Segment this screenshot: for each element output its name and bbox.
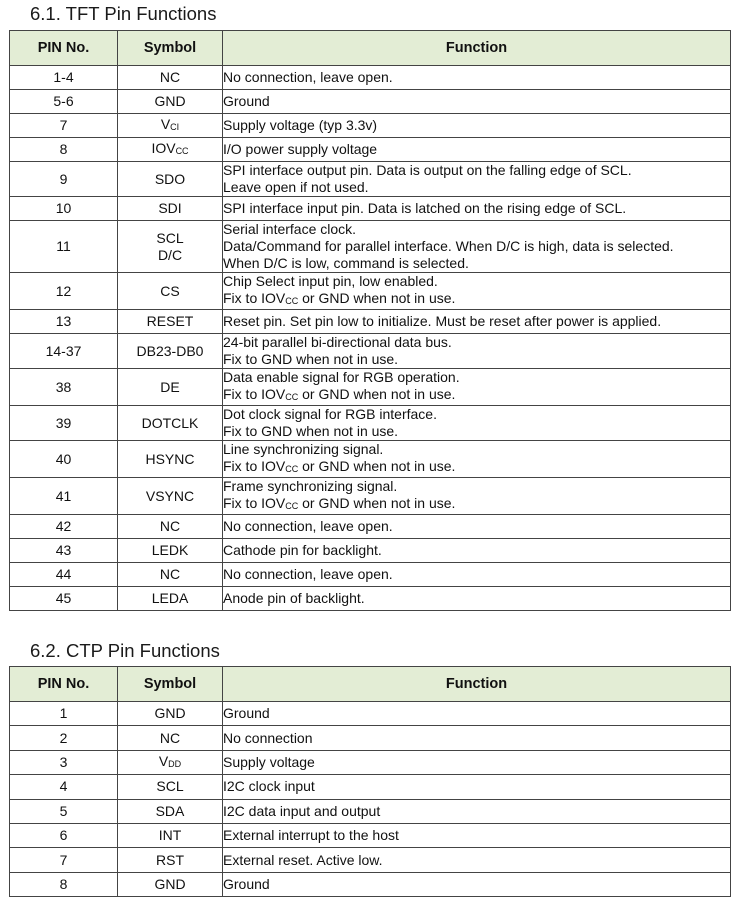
- ctp-section-title: 6.2. CTP Pin Functions: [30, 640, 220, 661]
- pin-function: [223, 872, 731, 896]
- table-row: [10, 478, 731, 515]
- table-row: [10, 441, 731, 478]
- fix-prefix: Fix to IOV: [223, 386, 286, 402]
- pin-number: 2: [10, 726, 118, 750]
- pin-symbol: GND: [118, 90, 223, 114]
- pin-function: [223, 848, 731, 872]
- pin-number: 3: [10, 750, 118, 774]
- pin-function: [223, 369, 731, 406]
- table-row: [10, 197, 731, 221]
- table-row: [10, 221, 731, 273]
- table-row: [10, 406, 731, 441]
- pin-symbol: HSYNC: [118, 441, 223, 478]
- function-line: External reset. Active low.: [223, 851, 383, 868]
- pin-symbol: DB23-DB0: [118, 334, 223, 369]
- fix-subscript: CC: [285, 464, 299, 474]
- pin-symbol: SDO: [118, 162, 223, 197]
- pin-number: 8: [10, 872, 118, 896]
- tft-pin-table: [9, 30, 731, 611]
- fix-prefix: Fix to IOV: [223, 495, 286, 511]
- pin-number: 1: [10, 702, 118, 726]
- pin-function: [223, 563, 731, 587]
- pin-number: 1-4: [10, 66, 118, 90]
- header-pin-no: PIN No.: [10, 667, 118, 702]
- function-line: Anode pin of backlight.: [223, 590, 365, 606]
- pin-number: 43: [10, 539, 118, 563]
- pin-number: 11: [10, 221, 118, 273]
- symbol-main: IOV: [151, 140, 176, 156]
- symbol-line: SCL: [156, 229, 184, 246]
- pin-number: 4: [10, 775, 118, 799]
- symbol-subscript: DD: [168, 758, 182, 769]
- pin-symbol: SCL: [118, 775, 223, 799]
- function-line: Cathode pin for backlight.: [223, 542, 382, 558]
- pin-symbol: NC: [118, 563, 223, 587]
- ctp-pin-table: [9, 666, 731, 897]
- header-function: Function: [223, 31, 731, 66]
- table-row: [10, 114, 731, 138]
- table-row: [10, 750, 731, 774]
- pin-function: [223, 441, 731, 478]
- pin-function: [223, 334, 731, 369]
- function-line: Frame synchronizing signal.: [223, 478, 398, 494]
- pin-function: [223, 539, 731, 563]
- pin-symbol: RESET: [118, 310, 223, 334]
- fix-subscript: CC: [285, 501, 299, 511]
- function-line: No connection: [223, 729, 313, 746]
- table-row: [10, 162, 731, 197]
- table-row: [10, 66, 731, 90]
- fix-subscript: CC: [285, 296, 299, 306]
- pin-function: [223, 587, 731, 611]
- pin-number: 8: [10, 138, 118, 162]
- pin-symbol: LEDA: [118, 587, 223, 611]
- table-row: [10, 369, 731, 406]
- function-line: External interrupt to the host: [223, 827, 399, 844]
- pin-symbol: CS: [118, 273, 223, 310]
- symbol-main: V: [158, 752, 169, 769]
- pin-number: 42: [10, 515, 118, 539]
- header-symbol: Symbol: [118, 31, 223, 66]
- pin-function: [223, 273, 731, 310]
- pin-number: 12: [10, 273, 118, 310]
- table-header-row: [10, 31, 731, 66]
- pin-symbol: GND: [118, 872, 223, 896]
- pin-symbol: NC: [118, 66, 223, 90]
- table-row: [10, 726, 731, 750]
- pin-function: [223, 823, 731, 847]
- function-line: Line synchronizing signal.: [223, 441, 384, 457]
- table-row: [10, 775, 731, 799]
- pin-number: 14-37: [10, 334, 118, 369]
- fix-suffix: or GND when not in use.: [298, 495, 456, 511]
- pin-number: 9: [10, 162, 118, 197]
- header-pin-no: PIN No.: [10, 31, 118, 66]
- table-row: [10, 310, 731, 334]
- pin-function: [223, 726, 731, 750]
- function-line: I/O power supply voltage: [223, 141, 378, 157]
- symbol-subscript: CI: [170, 122, 180, 132]
- pin-number: 38: [10, 369, 118, 406]
- pin-function: [223, 162, 731, 197]
- pin-symbol: VSYNC: [118, 478, 223, 515]
- pin-function: [223, 515, 731, 539]
- pin-number: 10: [10, 197, 118, 221]
- function-line: No connection, leave open.: [223, 69, 393, 85]
- header-symbol: Symbol: [118, 667, 223, 702]
- table-header-row: [10, 667, 731, 702]
- tft-section-title: 6.1. TFT Pin Functions: [30, 3, 217, 24]
- function-line: 24-bit parallel bi-directional data bus.: [223, 334, 452, 350]
- pin-symbol: INT: [118, 823, 223, 847]
- function-line: Data enable signal for RGB operation.: [223, 369, 460, 385]
- fix-prefix: Fix to IOV: [223, 290, 286, 306]
- function-line: Leave open if not used.: [223, 179, 369, 195]
- function-line: SPI interface input pin. Data is latched on the rising edge of SCL.: [223, 200, 627, 216]
- function-line: Data/Command for parallel interface. When D/C is high, data is selected.: [223, 238, 674, 254]
- pin-symbol: DOTCLK: [118, 406, 223, 441]
- pin-function: [223, 406, 731, 441]
- table-row: [10, 872, 731, 896]
- pin-function: [223, 750, 731, 774]
- table-row: [10, 138, 731, 162]
- pin-function: [223, 221, 731, 273]
- symbol-main: V: [160, 116, 171, 132]
- pin-number: 45: [10, 587, 118, 611]
- pin-symbol: RST: [118, 848, 223, 872]
- pin-number: 44: [10, 563, 118, 587]
- pin-symbol: GND: [118, 702, 223, 726]
- symbol-line: D/C: [157, 246, 183, 263]
- function-line: Fix to GND when not in use.: [223, 423, 399, 439]
- function-line: Ground: [223, 705, 270, 722]
- table-row: [10, 702, 731, 726]
- function-line: Dot clock signal for RGB interface.: [223, 406, 437, 422]
- pin-number: 7: [10, 114, 118, 138]
- pin-number: 5: [10, 799, 118, 823]
- pin-symbol: SDA: [118, 799, 223, 823]
- function-line: When D/C is low, command is selected.: [223, 255, 469, 271]
- pin-symbol: [118, 138, 223, 162]
- fix-suffix: or GND when not in use.: [298, 386, 456, 402]
- header-function: Function: [223, 667, 731, 702]
- pin-function: [223, 138, 731, 162]
- table-row: [10, 539, 731, 563]
- pin-function: [223, 775, 731, 799]
- function-line: Supply voltage: [223, 753, 315, 770]
- pin-function: [223, 799, 731, 823]
- table-row: [10, 515, 731, 539]
- table-row: [10, 334, 731, 369]
- function-line: Ground: [223, 875, 270, 892]
- table-row: [10, 799, 731, 823]
- table-row: [10, 587, 731, 611]
- pin-function: [223, 197, 731, 221]
- function-line: [223, 386, 730, 405]
- pin-number: 40: [10, 441, 118, 478]
- pin-symbol: [118, 750, 223, 774]
- table-row: [10, 90, 731, 114]
- table-row: [10, 273, 731, 310]
- pin-symbol: DE: [118, 369, 223, 406]
- table-row: [10, 823, 731, 847]
- fix-subscript: CC: [285, 392, 299, 402]
- function-line: SPI interface output pin. Data is output on the falling edge of SCL.: [223, 162, 632, 178]
- fix-suffix: or GND when not in use.: [298, 290, 456, 306]
- pin-symbol: [118, 114, 223, 138]
- function-line: Serial interface clock.: [223, 221, 357, 237]
- function-line: [223, 458, 730, 477]
- function-line: I2C clock input: [223, 778, 315, 795]
- function-line: I2C data input and output: [223, 802, 381, 819]
- fix-prefix: Fix to IOV: [223, 458, 286, 474]
- pin-function: [223, 90, 731, 114]
- pin-function: [223, 310, 731, 334]
- function-line: Fix to GND when not in use.: [223, 351, 399, 367]
- table-row: [10, 848, 731, 872]
- function-line: No connection, leave open.: [223, 566, 393, 582]
- pin-number: 6: [10, 823, 118, 847]
- pin-function: [223, 114, 731, 138]
- pin-symbol: NC: [118, 515, 223, 539]
- function-line: Supply voltage (typ 3.3v): [223, 117, 378, 133]
- pin-symbol: LEDK: [118, 539, 223, 563]
- pin-number: 7: [10, 848, 118, 872]
- table-row: [10, 563, 731, 587]
- pin-symbol: [118, 221, 223, 273]
- pin-number: 41: [10, 478, 118, 515]
- function-line: Reset pin. Set pin low to initialize. Must be reset after power is applied.: [223, 313, 662, 329]
- pin-symbol: NC: [118, 726, 223, 750]
- symbol-subscript: CC: [175, 146, 189, 156]
- fix-suffix: or GND when not in use.: [298, 458, 456, 474]
- pin-function: [223, 66, 731, 90]
- pin-number: 5-6: [10, 90, 118, 114]
- pin-function: [223, 702, 731, 726]
- function-line: No connection, leave open.: [223, 518, 393, 534]
- function-line: Chip Select input pin, low enabled.: [223, 273, 438, 289]
- function-line: [223, 290, 730, 309]
- pin-number: 39: [10, 406, 118, 441]
- function-line: Ground: [223, 93, 270, 109]
- pin-symbol: SDI: [118, 197, 223, 221]
- pin-number: 13: [10, 310, 118, 334]
- pin-function: [223, 478, 731, 515]
- function-line: [223, 495, 730, 514]
